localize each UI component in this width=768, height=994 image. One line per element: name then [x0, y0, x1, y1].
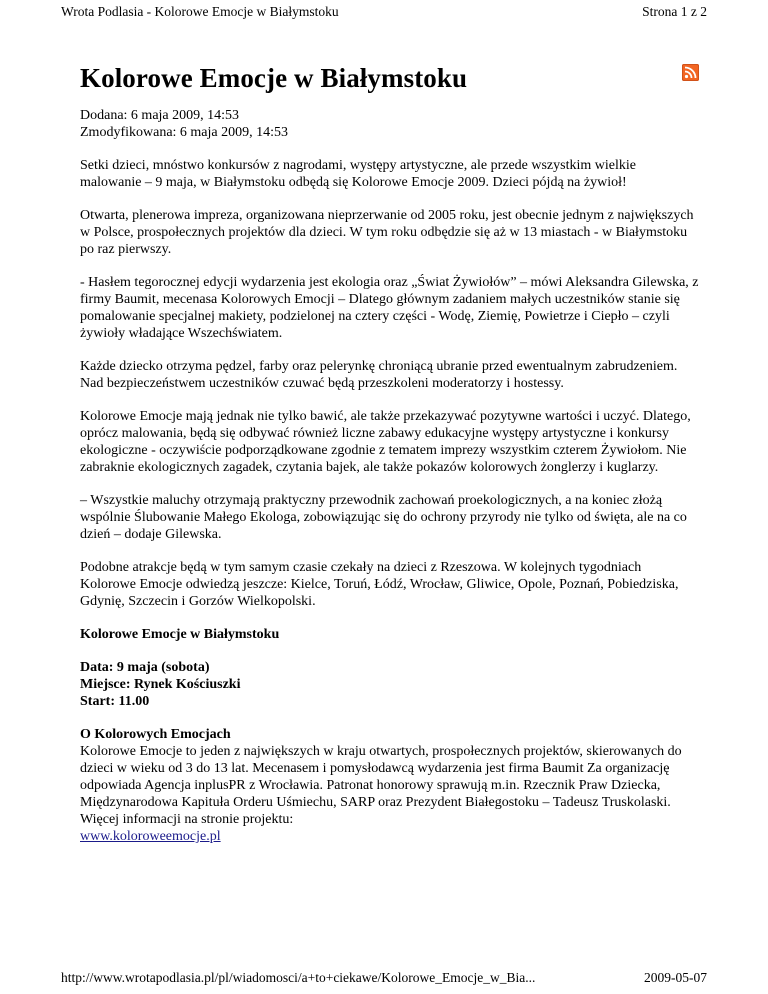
paragraph: – Wszystkie maluchy otrzymają praktyczny przewodnik zachowań proekologicznych, a na koniec złożą wspólnie Ślubowanie Małego Ekologa, zobowiązując się do ochrony przyrody nie tylko od święta, ale na co dzień – dodaje Gilewska. — [80, 493, 687, 542]
event-place: Miejsce: Rynek Kościuszki — [80, 677, 241, 692]
print-header — [0, 4, 768, 24]
about-section — [80, 726, 700, 845]
article — [80, 60, 700, 845]
event-details — [80, 659, 700, 710]
print-footer-date: 2009-05-07 — [644, 970, 707, 985]
paragraph: Setki dzieci, mnóstwo konkursów z nagrodami, występy artystyczne, ale przede wszystkim wielkie malowanie – 9 maja, w Białymstoku odbędą się Kolorowe Emocje 2009. Dzieci pójdą na żywioł! — [80, 158, 636, 190]
event-start: Start: 11.00 — [80, 694, 150, 709]
paragraph: Podobne atrakcje będą w tym samym czasie czekały na dzieci z Rzeszowa. W kolejnych tygodniach Kolorowe Emocje odwiedzą jeszcze: Kielce, Toruń, Łódź, Wrocław, Gliwice, Opole, Poznań, Pobiedziska, Gdynię, Szczecin i Gorzów Wielkopolski. — [80, 560, 679, 609]
paragraph: Kolorowe Emocje mają jednak nie tylko bawić, ale także przekazywać pozytywne wartości i uczyć. Dlatego, oprócz malowania, będą się odbywać również liczne zabawy edukacyjne występy artystyczne i konkursy ekologiczne - oczywiście podporządkowane zgodnie z tematem imprezy wszystkim czterem Żywiołom. Nie zabraknie ekologicznych zagadek, czytania bajek, ale także pokazów kolorowych żonglerzy i kuglarzy. — [80, 409, 691, 475]
paragraph: Otwarta, plenerowa impreza, organizowana nieprzerwanie od 2005 roku, jest obecnie jednym z największych w Polsce, prospołecznych projektów dla dzieci. W tym roku odbędzie się aż w 13 miastach - w Białymstoku po raz pierwszy. — [80, 208, 694, 257]
project-link[interactable]: www.koloroweemocje.pl — [80, 829, 221, 844]
print-footer — [61, 970, 707, 990]
about-body: Kolorowe Emocje to jeden z największych w kraju otwartych, prospołecznych projektów, skierowanych do dzieci w wieku od 3 do 13 lat. Mecenasem i pomysłodawcą wydarzenia jest firma Baumit Za organizację odpowiada Agencja inplusPR z Wrocławia. Patronat honorowy sprawują m.in. Rzecznik Praw Dziecka, Międzynarodowa Kapituła Orderu Uśmiechu, SARP oraz Prezydent Białegostoku – Tadeusz Truskolaski. Więcej informacji na stronie projektu: — [80, 744, 682, 827]
print-footer-url: http://www.wrotapodlasia.pl/pl/wiadomosci/a+to+ciekawe/Kolorowe_Emocje_w_Bia... — [61, 970, 536, 985]
paragraph: - Hasłem tegorocznej edycji wydarzenia jest ekologia oraz „Świat Żywiołów” – mówi Aleksandra Gilewska, z firmy Baumit, mecenasa Kolorowych Emocji – Dlatego głównym zadaniem małych uczestników stanie się pomalowanie specjalnej makiety, podzielonej na cztery części - Wodę, Ziemię, Powietrze i Ciepło – czyli żywioły władające Wszechświatem. — [80, 275, 699, 341]
article-title: Kolorowe Emocje w Białymstoku — [80, 63, 468, 93]
article-dates — [80, 107, 700, 141]
date-modified: Zmodyfikowana: 6 maja 2009, 14:53 — [80, 125, 289, 140]
event-heading: Kolorowe Emocje w Białymstoku — [80, 627, 280, 642]
print-header-page: Strona 1 z 2 — [642, 4, 707, 19]
about-heading: O Kolorowych Emocjach — [80, 727, 231, 742]
about-text — [80, 743, 700, 845]
paragraph: Każde dziecko otrzyma pędzel, farby oraz pelerynkę chroniącą ubranie przed ewentualnym zabrudzeniem. Nad bezpieczeństwem uczestników czuwać będą przeszkoleni moderatorzy i hostessy. — [80, 359, 678, 391]
event-date: Data: 9 maja (sobota) — [80, 660, 210, 675]
date-added: Dodana: 6 maja 2009, 14:53 — [80, 108, 240, 123]
print-header-title: Wrota Podlasia - Kolorowe Emocje w Białymstoku — [61, 4, 339, 19]
